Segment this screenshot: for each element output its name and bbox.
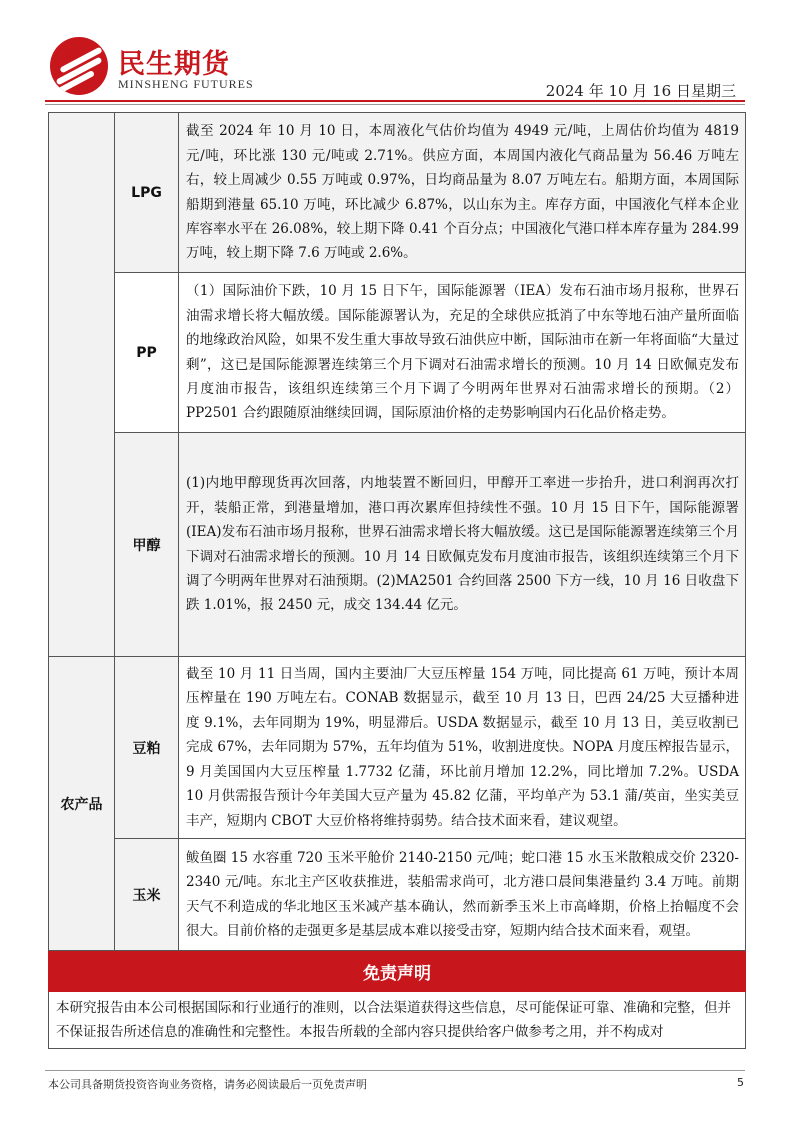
item-label-corn: 玉米 [115,839,179,951]
disclaimer-title: 免责声明 [49,951,746,992]
item-label-soymeal: 豆粕 [115,657,179,839]
footer-note: 本公司具备期货投资咨询业务资格，请务必阅读最后一页免责声明 [48,1078,367,1091]
table-row-soymeal [49,657,746,839]
table-row-pp [49,273,746,433]
footer-divider [45,1070,745,1071]
item-text-methanol: (1)内地甲醇现货再次回落，内地装置不断回归，甲醇开工率进一步抬升，进口利润再次打开，装船正常，到港量增加，港口再次累库但持续性不强。10 月 15 日下午，国际能源署(IEA)发布石油市场月报称，世界石油需求增长将大幅放缓。这已是国际能源署连续第三个月下调对石油需求增长的预测。10 月 14 日欧佩克发布月度油市报告，该组织连续第三个月下调了今明两年世界对石油预期。(2)MA2501 合约回落 2500 下方一线，10 月 16 日收盘下跌 1.01%，报 2450 元，成交 134.44 亿元。 [179,433,746,657]
header-divider [45,100,745,102]
commodity-table [48,112,746,1049]
table-row-corn [49,839,746,951]
category-cell-energy [49,113,115,657]
table-row-lpg [49,113,746,273]
item-label-pp: PP [115,273,179,433]
disclaimer-text: 本研究报告由本公司根据国际和行业通行的准则，以合法渠道获得这些信息，尽可能保证可靠、准确和完整，但并不保证报告所述信息的准确性和完整性。本报告所载的全部内容只提供给客户做参考之用，并不构成对 [49,992,746,1049]
page-header [0,0,794,110]
report-date: 2024 年 10 月 16 日星期三 [545,82,736,100]
item-text-lpg: 截至 2024 年 10 月 10 日，本周液化气估价均值为 4949 元/吨，上周估价均值为 4819 元/吨，环比涨 130 元/吨或 2.71%。供应方面，本周国内液化气商品量为 56.46 万吨左右，较上周减少 0.55 万吨或 0.97%，日均商品量为 8.07 万吨左右。船期方面，本周国际船期到港量 65.10 万吨，环比减少 6.87%，以山东为主。库存方面，中国液化气样本企业库容率水平在 26.08%，较上期下降 0.41 个百分点；中国液化气港口样本库存量为 284.99 万吨，较上期下降 7.6 万吨或 2.6%。 [179,113,746,273]
item-text-soymeal: 截至 10 月 11 日当周，国内主要油厂大豆压榨量 154 万吨，同比提高 61 万吨，预计本周压榨量在 190 万吨左右。CONAB 数据显示，截至 10 月 13 日，巴西 24/25 大豆播种进度 9.1%，去年同期为 19%，明显滞后。USDA 数据显示，截至 10 月 13 日，美豆收割已完成 67%，去年同期为 57%，五年均值为 51%，收割进度快。NOPA 月度压榨报告显示，9 月美国国内大豆压榨量 1.7732 亿蒲，环比前月增加 12.2%，同比增加 7.2%。USDA 10 月供需报告预计今年美国大豆产量为 45.82 亿蒲，平均单产为 53.1 蒲/英亩，坐实美豆丰产，短期内 CBOT 大豆价格将维持弱势。结合技术面来看，建议观望。 [179,657,746,839]
page-number: 5 [737,1076,744,1089]
disclaimer-body-row [49,992,746,1049]
brand-name: 民生期货 [118,49,230,80]
disclaimer-header-row [49,951,746,992]
table-row-methanol [49,433,746,657]
item-text-corn: 鲅鱼圈 15 水容重 720 玉米平舱价 2140-2150 元/吨；蛇口港 15 水玉米散粮成交价 2320-2340 元/吨。东北主产区收获推进，装船需求尚可，北方港口晨间集港量约 3.4 万吨。前期天气不利造成的华北地区玉米减产基本确认，然而新季玉米上市高峰期，价格上抬幅度不会很大。目前价格的走强更多是基层成本难以接受击穿，短期内结合技术面来看，观望。 [179,839,746,951]
brand-name-en: MINSHENG FUTURES [118,77,254,91]
minsheng-logo-icon [50,37,108,95]
item-label-lpg: LPG [115,113,179,273]
item-label-methanol: 甲醇 [115,433,179,657]
category-cell-agri: 农产品 [49,657,115,951]
item-text-pp: （1）国际油价下跌，10 月 15 日下午，国际能源署（IEA）发布石油市场月报称，世界石油需求增长将大幅放缓。国际能源署认为，充足的全球供应抵消了中东等地石油产量所面临的地缘政治风险，如果不发生重大事故导致石油供应中断，国际油市在新一年将面临“大量过剩”，这已是国际能源署连续第三个月下调对石油需求增长的预测。10 月 14 日欧佩克发布月度油市报告，该组织连续第三个月下调了今明两年世界对石油需求增长的预期。（2）PP2501 合约跟随原油继续回调，国际原油价格的走势影响国内石化品价格走势。 [179,273,746,433]
header-divider-thin [45,104,745,105]
